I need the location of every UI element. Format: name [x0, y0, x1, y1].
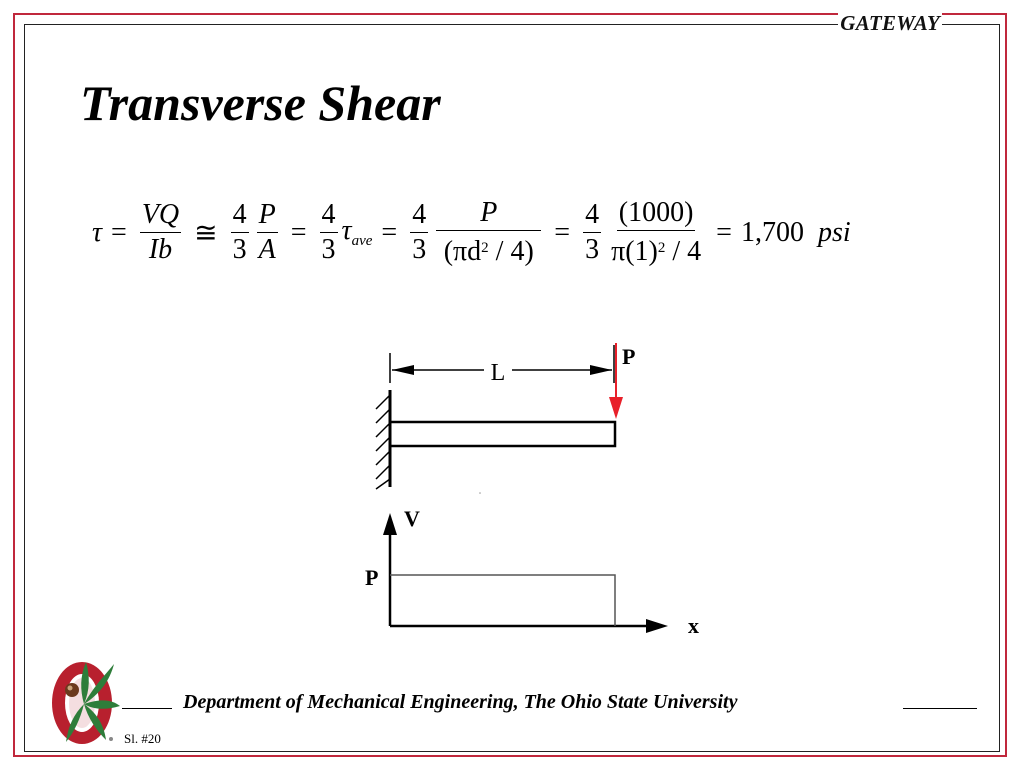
equals-sign: = — [381, 216, 398, 248]
equals-sign: = — [290, 216, 307, 248]
fraction-4-3: $\frac{4}{3}$ — [321, 199, 336, 265]
fraction-p-a: $\frac{P}{A}$ — [258, 199, 276, 265]
approx-sign: ≅ — [194, 217, 218, 249]
result-value: 1,700 — [740, 216, 804, 248]
ohio-state-logo — [44, 656, 120, 748]
fraction-1000-area: $\frac{(1000)}{\pi(1)^2 / 4}$ — [611, 197, 702, 267]
shear-level-label: P — [365, 565, 379, 590]
slide-number: Sl. #20 — [124, 731, 161, 746]
buckeye-nut-icon — [65, 683, 79, 697]
load-arrow-head-icon — [609, 397, 623, 419]
equals-sign: = — [716, 216, 732, 248]
beam-body — [390, 422, 615, 446]
x-axis-arrow-icon — [646, 619, 668, 633]
fraction-4-3: $\frac{4}{3}$ — [585, 199, 600, 265]
equals-sign: = — [111, 216, 127, 248]
shear-equation — [92, 196, 851, 269]
dimension-arrow-left-icon — [392, 365, 414, 375]
slide-title: Transverse Shear — [80, 75, 441, 131]
fraction-vq-ib: $\frac{VQ}{Ib}$ — [141, 199, 180, 265]
span-label: L — [490, 360, 506, 386]
equals-sign: = — [554, 216, 571, 248]
footer-rule-right — [903, 708, 977, 709]
footer-rule-left — [122, 708, 172, 709]
load-label: P — [622, 344, 636, 369]
shear-axis-label: V — [404, 506, 420, 531]
beam-and-shear-diagram — [360, 335, 720, 635]
fraction-p-area: $\frac{P}{(\pi d^2 / 4)}$ — [436, 196, 541, 269]
tau-ave: $\tau_{ave}$ — [341, 215, 373, 249]
y-axis-arrow-icon — [383, 513, 397, 535]
fraction-4-3: $\frac{4}{3}$ — [412, 199, 427, 265]
wall-hatching — [376, 395, 390, 489]
tau-symbol: τ — [92, 216, 103, 248]
units-psi: psi — [817, 216, 851, 248]
x-axis-label: x — [688, 613, 699, 635]
shear-diagram-line — [390, 575, 615, 626]
footer-bullet — [109, 737, 113, 741]
footer-department: Department of Mechanical Engineering, The Ohio State University — [183, 691, 738, 713]
gateway-brand: GATEWAY — [840, 11, 940, 35]
dimension-arrow-right-icon — [590, 365, 612, 375]
fraction-4-3: $\frac{4}{3}$ — [232, 199, 247, 265]
